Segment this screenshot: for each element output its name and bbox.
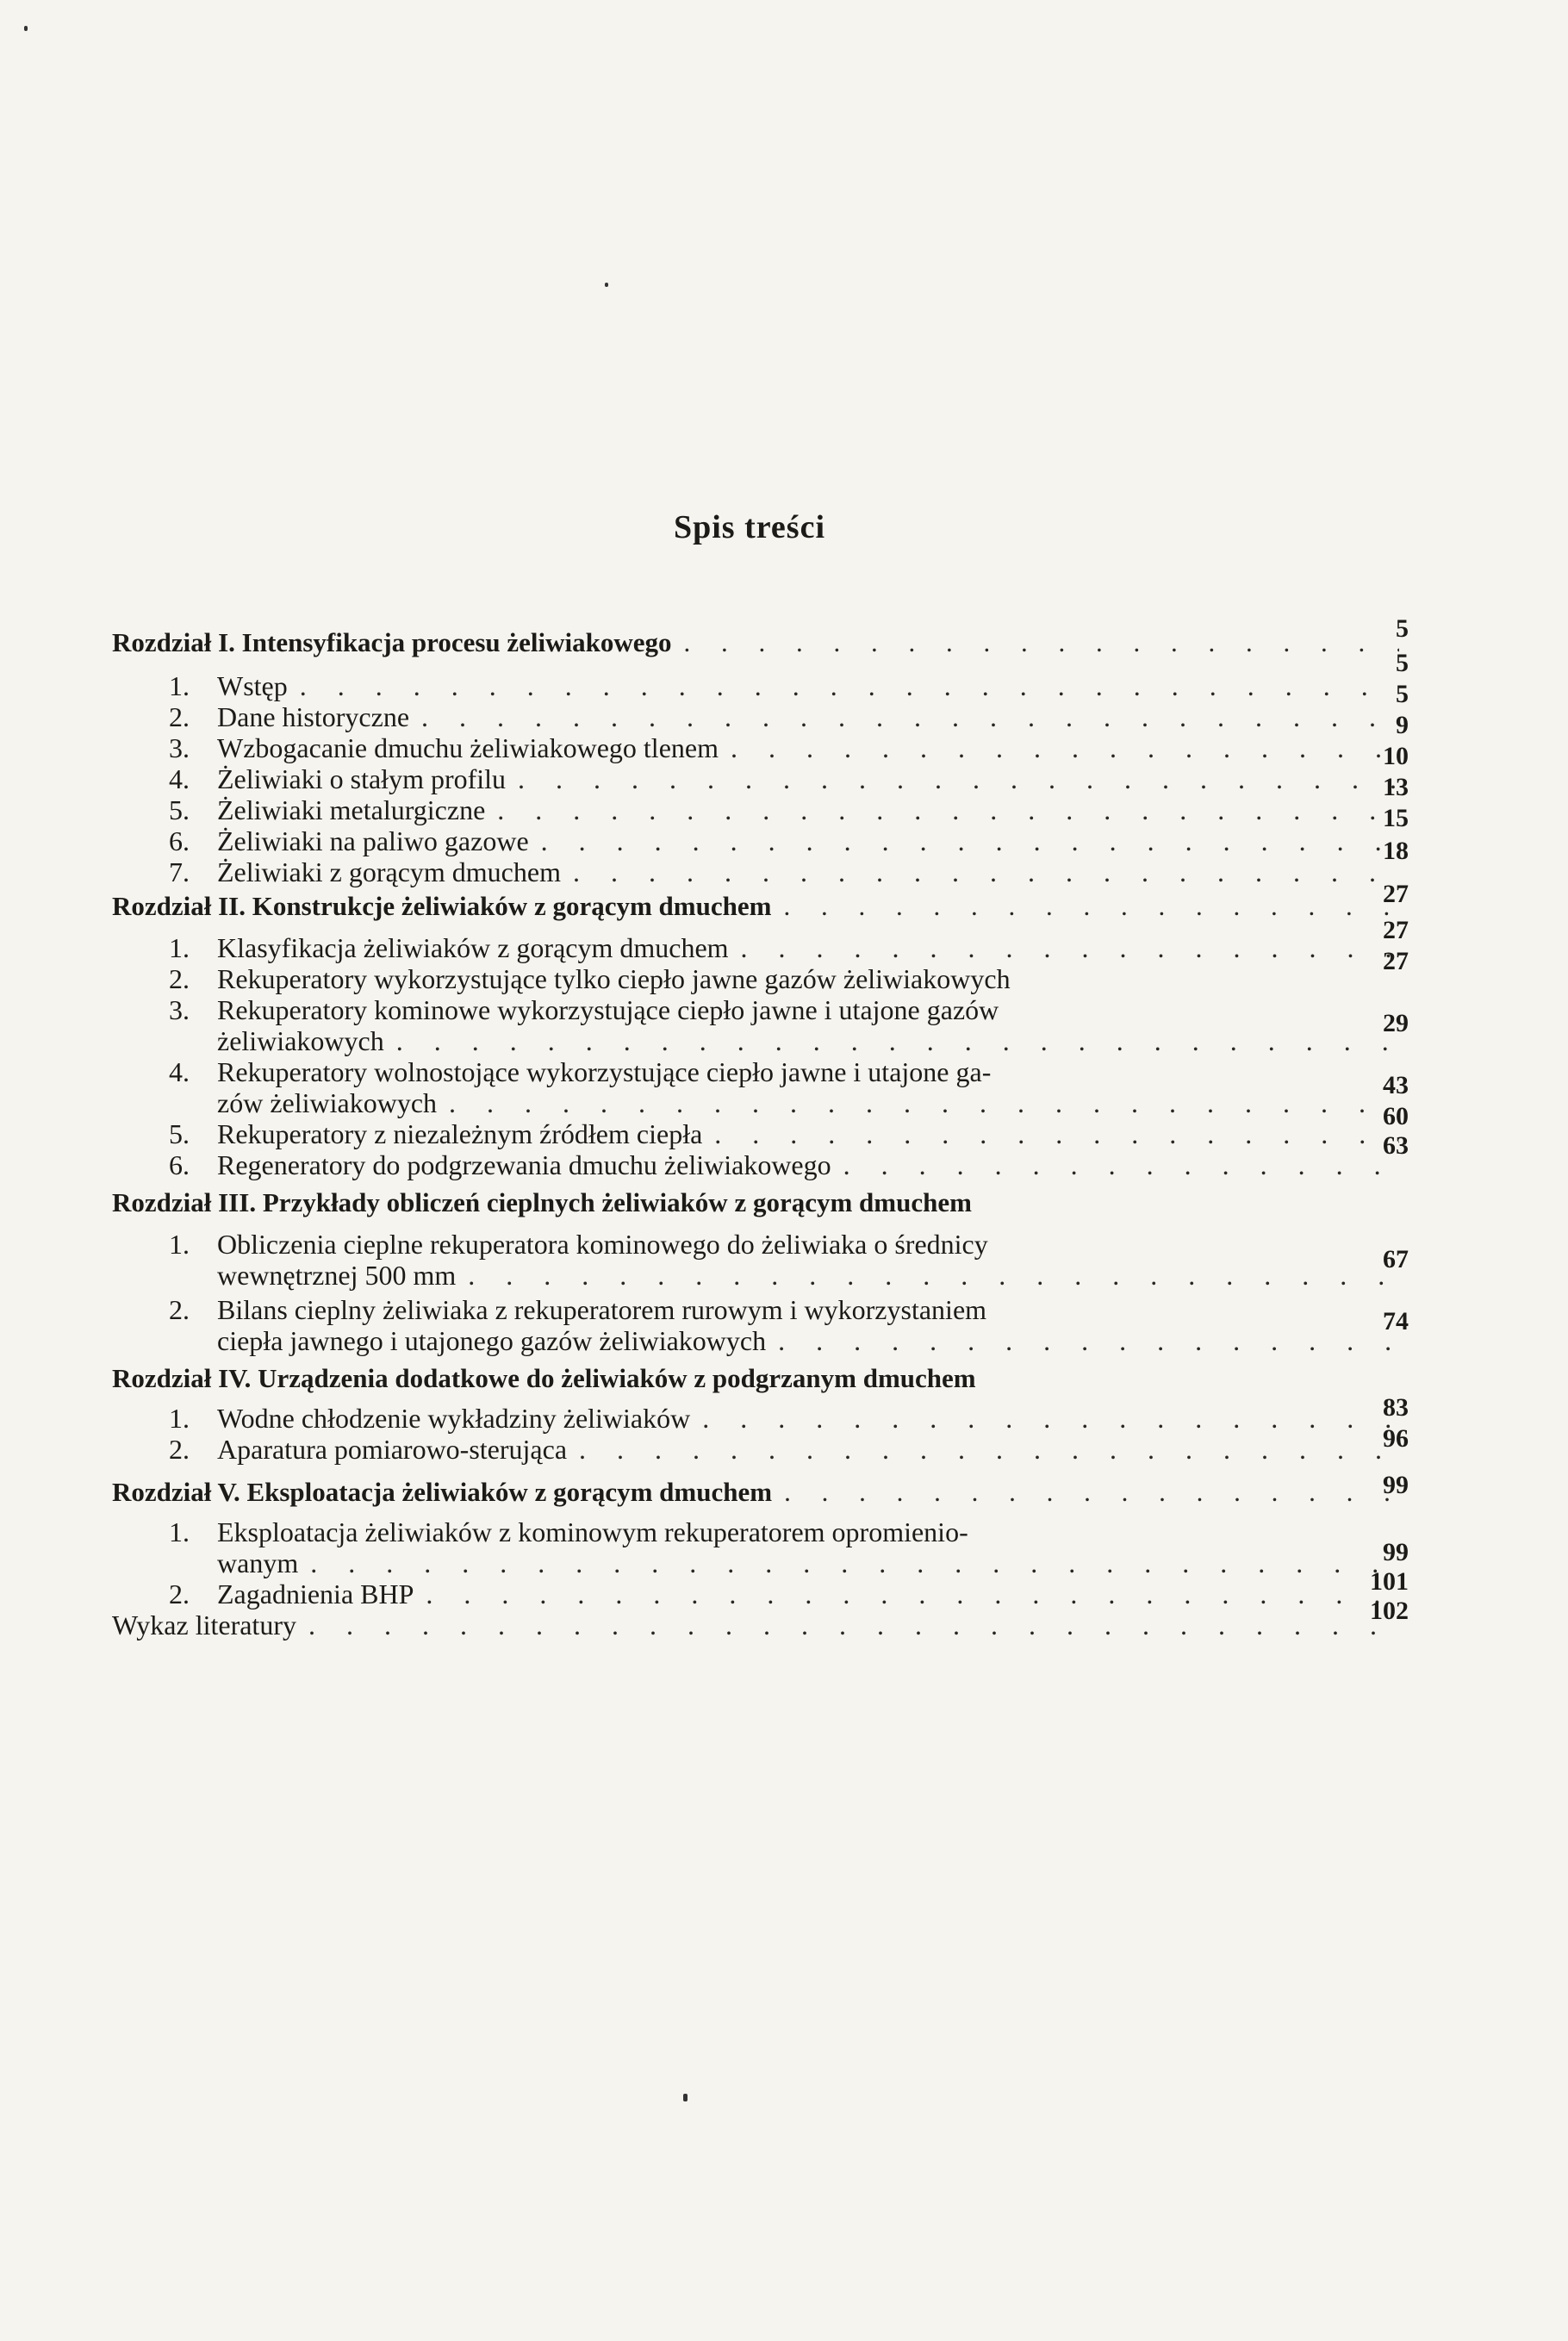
page-title: Spis treści bbox=[673, 509, 826, 545]
toc-item-continuation: żeliwiakowych . . . bbox=[217, 1025, 1404, 1056]
toc-item: 3. Rekuperatory kominowe wykorzystujące ciepło jawne i utajone gazów bbox=[169, 994, 999, 1025]
toc-item: 5. Rekuperatory z niezależnym źródłem ciepła . . . bbox=[169, 1118, 1404, 1149]
page-number: 18 bbox=[1383, 837, 1409, 865]
toc-item: 2. Bilans cieplny żeliwiaka z rekuperatorem rurowym i wykorzystaniem bbox=[169, 1294, 987, 1325]
toc-item: 4. Żeliwiaki o stałym profilu . . . bbox=[169, 763, 1404, 794]
page-number: 5 bbox=[1396, 649, 1409, 677]
toc-item: 6. Żeliwiaki na paliwo gazowe . . . bbox=[169, 825, 1404, 856]
page-number: 27 bbox=[1383, 947, 1409, 975]
page-number: 5 bbox=[1396, 680, 1409, 708]
toc-item: Wykaz literatury . . . bbox=[112, 1609, 1404, 1641]
toc-item-continuation: wanym . . . bbox=[217, 1547, 1404, 1578]
page-number: 10 bbox=[1383, 742, 1409, 770]
toc-item: 2. Dane historyczne . . . bbox=[169, 701, 1404, 732]
toc-item-continuation: wewnętrznej 500 mm . . . bbox=[217, 1260, 1404, 1291]
toc-item: 2. Zagadnienia BHP . . . bbox=[169, 1578, 1404, 1609]
toc-chapter: Rozdział II. Konstrukcje żeliwiaków z gorącym dmuchem . . . bbox=[112, 891, 1404, 922]
toc-item: 1. Klasyfikacja żeliwiaków z gorącym dmuchem . . . bbox=[169, 932, 1404, 963]
toc-item: 1. Wstęp . . . bbox=[169, 670, 1404, 701]
page-number: 9 bbox=[1396, 711, 1409, 739]
toc-item: 6. Regeneratory do podgrzewania dmuchu żeliwiakowego . . . bbox=[169, 1149, 1404, 1180]
toc-chapter: Rozdział III. Przykłady obliczeń cieplnych żeliwiaków z gorącym dmuchem bbox=[112, 1187, 972, 1217]
page-number: 27 bbox=[1383, 880, 1409, 908]
print-speck bbox=[683, 2094, 688, 2101]
print-speck bbox=[24, 26, 28, 31]
toc-item: 4. Rekuperatory wolnostojące wykorzystujące ciepło jawne i utajone ga- bbox=[169, 1056, 992, 1087]
toc-item: 1. Wodne chłodzenie wykładziny żeliwiaków . . . bbox=[169, 1403, 1404, 1434]
toc-item: 2. Aparatura pomiarowo-sterująca . . . bbox=[169, 1434, 1404, 1465]
page-number: 5 bbox=[1396, 614, 1409, 643]
page-number: 99 bbox=[1383, 1538, 1409, 1566]
toc-chapter: Rozdział I. Intensyfikacja procesu żeliwiakowego . . . bbox=[112, 627, 1404, 658]
page-number: 63 bbox=[1383, 1131, 1409, 1160]
page-number: 102 bbox=[1370, 1597, 1409, 1625]
page-number: 67 bbox=[1383, 1245, 1409, 1273]
page-number: 74 bbox=[1383, 1307, 1409, 1335]
page-number: 99 bbox=[1383, 1471, 1409, 1499]
toc-item: 2. Rekuperatory wykorzystujące tylko ciepło jawne gazów żeliwiakowych bbox=[169, 963, 1011, 994]
toc-item: 1. Eksploatacja żeliwiaków z kominowym rekuperatorem opromienio- bbox=[169, 1516, 968, 1547]
toc-item: 5. Żeliwiaki metalurgiczne . . . bbox=[169, 794, 1404, 825]
toc-chapter: Rozdział V. Eksploatacja żeliwiaków z gorącym dmuchem . . . bbox=[112, 1477, 1404, 1508]
page-number: 13 bbox=[1383, 773, 1409, 801]
toc-item: 1. Obliczenia cieplne rekuperatora kominowego do żeliwiaka o średnicy bbox=[169, 1229, 988, 1260]
page-number: 83 bbox=[1383, 1393, 1409, 1422]
page-number: 27 bbox=[1383, 916, 1409, 944]
page-number: 29 bbox=[1383, 1009, 1409, 1037]
toc-item-continuation: zów żeliwiakowych . . . bbox=[217, 1087, 1404, 1118]
print-speck bbox=[605, 283, 608, 287]
toc-chapter: Rozdział IV. Urządzenia dodatkowe do żeliwiaków z podgrzanym dmuchem bbox=[112, 1363, 976, 1393]
page-number: 15 bbox=[1383, 804, 1409, 832]
toc-item: 7. Żeliwiaki z gorącym dmuchem . . . bbox=[169, 856, 1404, 887]
page-number: 60 bbox=[1383, 1102, 1409, 1130]
toc-item-continuation: ciepła jawnego i utajonego gazów żeliwiakowych . . . bbox=[217, 1325, 1404, 1356]
page-number: 101 bbox=[1370, 1567, 1409, 1596]
page-number: 43 bbox=[1383, 1071, 1409, 1099]
page-number: 96 bbox=[1383, 1424, 1409, 1453]
toc-item: 3. Wzbogacanie dmuchu żeliwiakowego tlenem . . . bbox=[169, 732, 1404, 763]
